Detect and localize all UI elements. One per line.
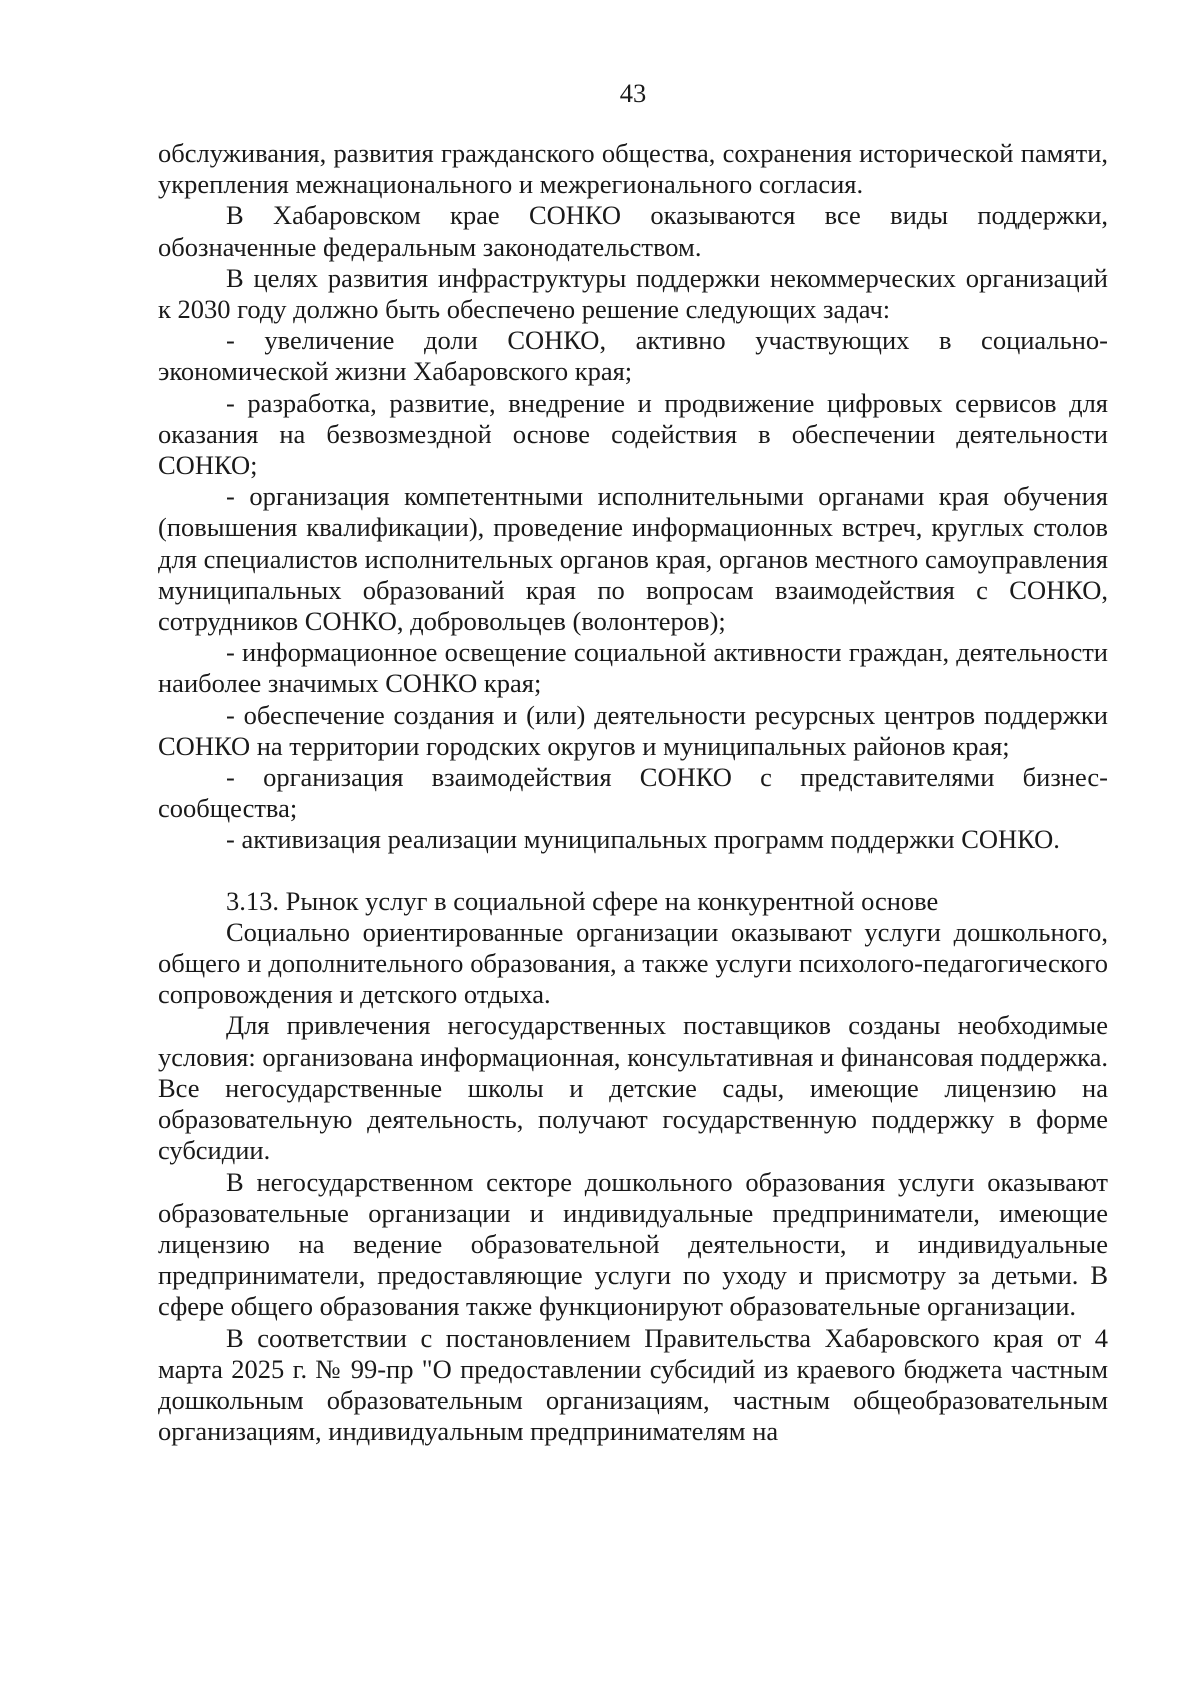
section-heading: 3.13. Рынок услуг в социальной сфере на конкурентной основе [226,885,939,916]
page-content [158,138,1108,1447]
paragraph-preschool-sector: В негосударственном секторе дошкольного образования услуги оказывают образовательные организации и индивидуальные предприниматели, имеющие лицензию на ведение образовательной деятельности, и индивидуальные предприниматели, предоставляющие услуги по уходу и присмотру за детьми. В сфере общего образования также функционируют образовательные организации. [158,1166,1108,1322]
paragraph-continuation: обслуживания, развития гражданского общества, сохранения исторической памяти, укрепления межнационального и межрегионального согласия. [158,138,1108,200]
paragraph-government-decree: В соответствии с постановлением Правительства Хабаровского края от 4 марта 2025 г. № 99-пр "О предоставлении субсидий из краевого бюджета частным дошкольным образовательным организациям, частным общеобразовательным организациям, индивидуальным предпринимателям на [158,1322,1108,1447]
document-page [158,0,1108,1695]
list-item-task: - информационное освещение социальной активности граждан, деятельности наиболее значимых СОНКО края; [158,637,1108,699]
list-item-task: - обеспечение создания и (или) деятельности ресурсных центров поддержки СОНКО на территории городских округов и муниципальных районов края; [158,699,1108,761]
list-item-task: - разработка, развитие, внедрение и продвижение цифровых сервисов для оказания на безвозмездной основе содействия в обеспечении деятельности СОНКО; [158,387,1108,481]
paragraph-support-types: В Хабаровском крае СОНКО оказываются все виды поддержки, обозначенные федеральным законодательством. [158,200,1108,262]
paragraph-infrastructure-goals: В целях развития инфраструктуры поддержки некоммерческих организаций к 2030 году должно быть обеспечено решение следующих задач: [158,262,1108,325]
list-item-task: - организация компетентными исполнительными органами края обучения (повышения квалификации), проведение информационных встреч, круглых столов для специалистов исполнительных органов края, органов местного самоуправления муниципальных образований края по вопросам взаимодействия с СОНКО, сотрудников СОНКО, добровольцев (волонтеров); [158,481,1108,637]
list-item-task: - организация взаимодействия СОНКО с представителями бизнес-сообщества; [158,762,1108,824]
list-item-task: - активизация реализации муниципальных программ поддержки СОНКО. [226,824,1060,855]
page-number: 43 [619,78,647,108]
section-spacer [158,856,1108,886]
paragraph-non-state-providers: Для привлечения негосударственных поставщиков созданы необходимые условия: организована информационная, консультативная и финансовая поддержка. Все негосударственные школы и детские сады, имеющие лицензию на образовательную деятельность, получают государственную поддержку в форме субсидии. [158,1010,1108,1166]
paragraph-social-services: Социально ориентированные организации оказывают услуги дошкольного, общего и дополнительного образования, а также услуги психолого-педагогического сопровождения и детского отдыха. [158,916,1108,1010]
list-item-task: - увеличение доли СОНКО, активно участвующих в социально-экономической жизни Хабаровского края; [158,325,1108,387]
